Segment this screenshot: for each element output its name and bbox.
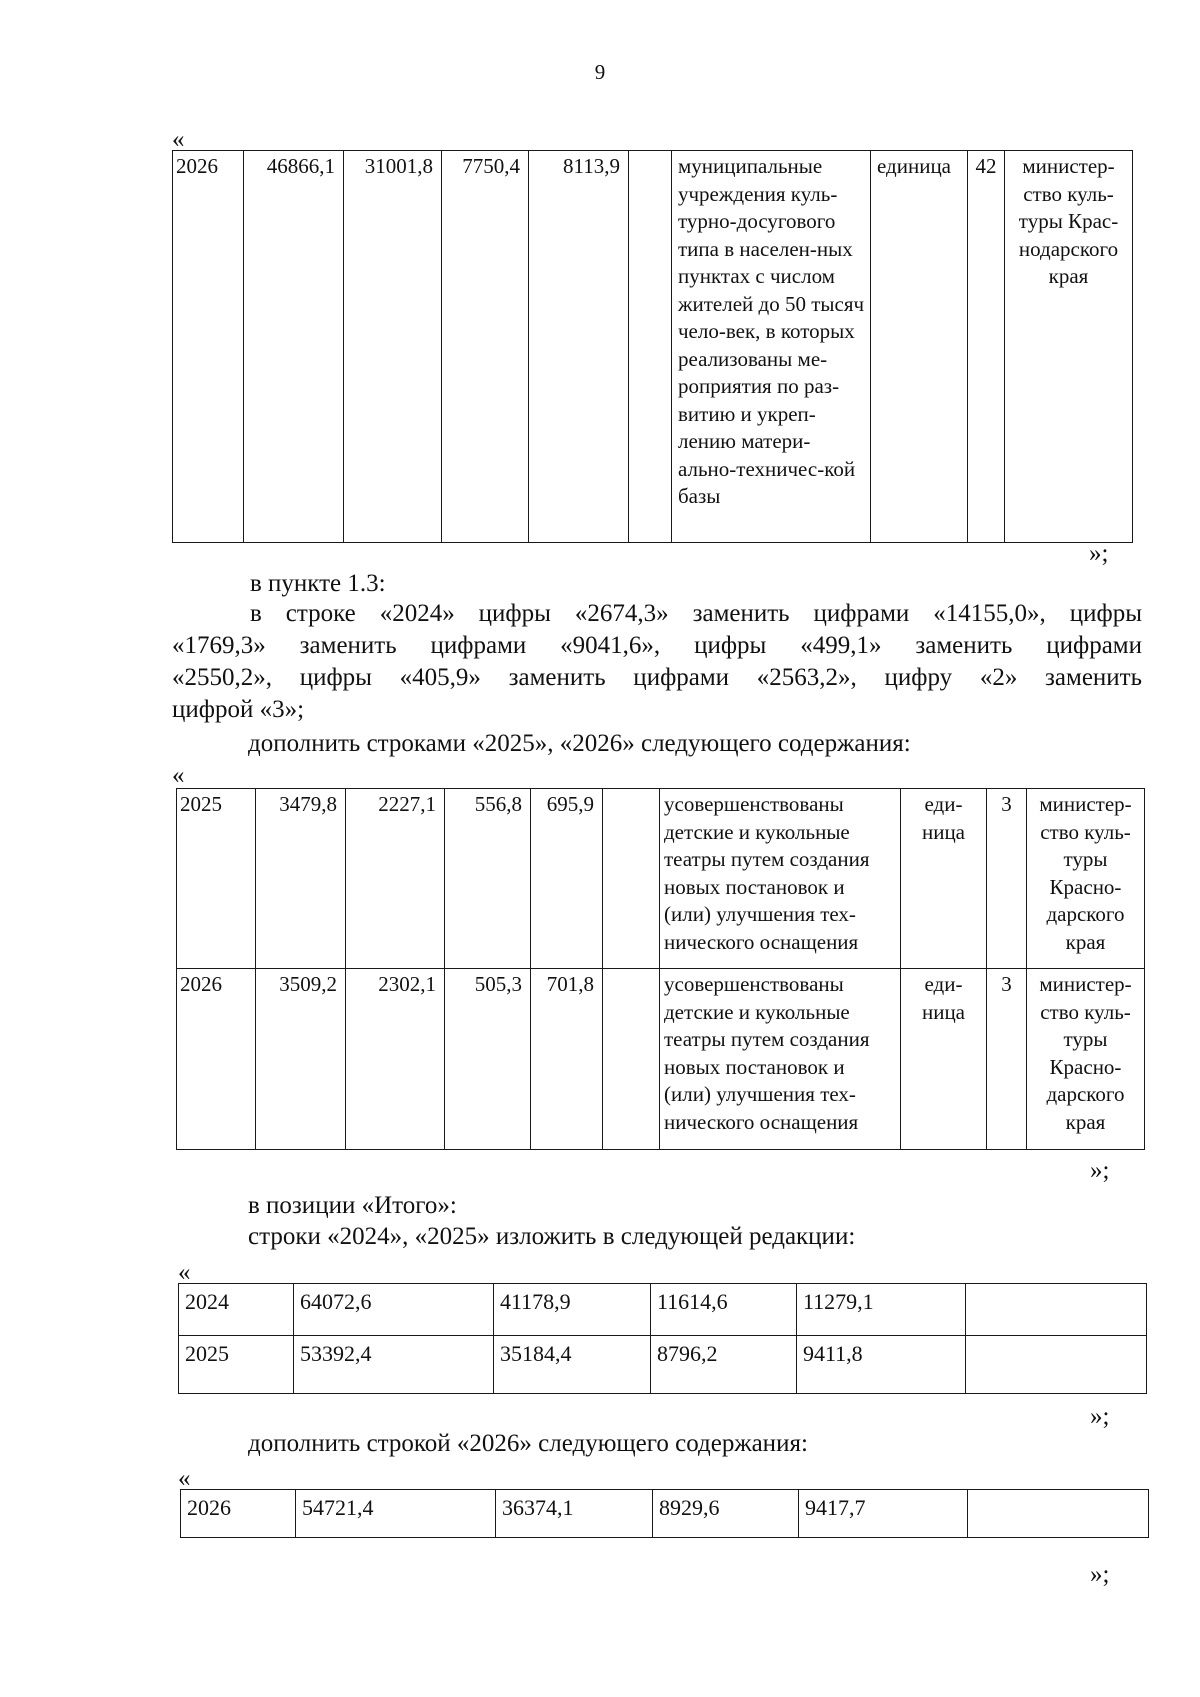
regional-budget-cell: 35184,4 xyxy=(494,1336,651,1394)
responsible-cell: министер-ство куль-туры Красно-дарского края xyxy=(1027,969,1145,1150)
total-cell: 53392,4 xyxy=(294,1336,494,1394)
opening-quote: « xyxy=(172,126,185,153)
regional-budget-cell: 2302,1 xyxy=(346,969,445,1150)
year-cell: 2026 xyxy=(181,1490,296,1538)
table-row xyxy=(181,1490,1149,1538)
responsible-cell: министер-ство куль-туры Крас-нодарского края xyxy=(1005,151,1133,543)
unit-cell: единица xyxy=(871,151,968,543)
total-cell: 46866,1 xyxy=(244,151,344,543)
paragraph-itogo: в позиции «Итого»: xyxy=(248,1192,457,1219)
paragraph-line: в строке «2024» цифры «2674,3» заменить цифрами «14155,0», цифры xyxy=(250,600,1142,627)
value-cell: 42 xyxy=(968,151,1005,543)
other-cell xyxy=(968,1490,1149,1538)
indicator-cell: усовершенствованы детские и кукольные театры путем создания новых постановок и (или) улучшения тех-нического оснащения xyxy=(660,789,901,969)
paragraph-line: «1769,3» заменить цифрами «9041,6», цифры «499,1» заменить цифрами xyxy=(172,632,1142,659)
total-cell: 3479,8 xyxy=(256,789,346,969)
other-cell xyxy=(629,151,672,543)
page-number: 9 xyxy=(594,60,606,84)
value-cell: 3 xyxy=(987,789,1027,969)
unit-cell: еди-ница xyxy=(901,969,987,1150)
paragraph-line: дополнить строкой «2026» следующего содержания: xyxy=(248,1430,808,1457)
table-row xyxy=(179,1336,1147,1394)
closing-quote: »; xyxy=(1090,1403,1110,1430)
federal-budget-cell: 11614,6 xyxy=(651,1284,797,1336)
paragraph-line: цифрой «3»; xyxy=(172,696,305,723)
federal-budget-cell: 8796,2 xyxy=(651,1336,797,1394)
federal-budget-cell: 556,8 xyxy=(445,789,531,969)
local-budget-cell: 9417,7 xyxy=(799,1490,968,1538)
local-budget-cell: 701,8 xyxy=(531,969,603,1150)
local-budget-cell: 11279,1 xyxy=(797,1284,966,1336)
other-cell xyxy=(966,1284,1147,1336)
federal-budget-cell: 8929,6 xyxy=(653,1490,799,1538)
regional-budget-cell: 31001,8 xyxy=(344,151,442,543)
table-rows-2025-2026 xyxy=(176,788,1145,1150)
indicator-cell: муниципальные учреждения куль-турно-досугового типа в населен-ных пунктах с числом жителей до 50 тысяч чело-век, в которых реализованы ме-роприятия по раз-витию и укреп-лению матери-ально-техничес-кой базы xyxy=(672,151,871,543)
closing-quote: »; xyxy=(1090,1157,1110,1184)
local-budget-cell: 9411,8 xyxy=(797,1336,966,1394)
total-cell: 64072,6 xyxy=(294,1284,494,1336)
paragraph-line: «2550,2», цифры «405,9» заменить цифрами «2563,2», цифру «2» заменить xyxy=(172,664,1142,691)
totals-table-2026 xyxy=(180,1489,1149,1538)
indicator-cell: усовершенствованы детские и кукольные театры путем создания новых постановок и (или) улучшения тех-нического оснащения xyxy=(660,969,901,1150)
federal-budget-cell: 505,3 xyxy=(445,969,531,1150)
unit-cell: еди-ница xyxy=(901,789,987,969)
paragraph-point-1-3: в пункте 1.3: xyxy=(250,570,386,597)
other-cell xyxy=(603,969,660,1150)
table-row xyxy=(173,151,1133,543)
opening-quote: « xyxy=(178,1259,191,1286)
year-cell: 2024 xyxy=(179,1284,294,1336)
table-row xyxy=(177,789,1145,969)
table-row xyxy=(179,1284,1147,1336)
regional-budget-cell: 41178,9 xyxy=(494,1284,651,1336)
paragraph-line: дополнить строками «2025», «2026» следующего содержания: xyxy=(248,730,911,757)
responsible-cell: министер-ство куль-туры Красно-дарского края xyxy=(1027,789,1145,969)
total-cell: 54721,4 xyxy=(296,1490,496,1538)
year-cell: 2026 xyxy=(173,151,244,543)
federal-budget-cell: 7750,4 xyxy=(442,151,529,543)
total-cell: 3509,2 xyxy=(256,969,346,1150)
closing-quote: »; xyxy=(1090,1561,1110,1588)
other-cell xyxy=(603,789,660,969)
year-cell: 2025 xyxy=(179,1336,294,1394)
regional-budget-cell: 2227,1 xyxy=(346,789,445,969)
local-budget-cell: 695,9 xyxy=(531,789,603,969)
year-cell: 2026 xyxy=(177,969,256,1150)
totals-table-2024-2025 xyxy=(178,1283,1147,1394)
table-row xyxy=(177,969,1145,1150)
opening-quote: « xyxy=(172,762,185,789)
local-budget-cell: 8113,9 xyxy=(529,151,629,543)
regional-budget-cell: 36374,1 xyxy=(496,1490,653,1538)
closing-quote: »; xyxy=(1089,540,1109,567)
other-cell xyxy=(966,1336,1147,1394)
table-row-2026-block xyxy=(172,150,1133,543)
opening-quote: « xyxy=(178,1465,191,1492)
value-cell: 3 xyxy=(987,969,1027,1150)
year-cell: 2025 xyxy=(177,789,256,969)
paragraph-line: строки «2024», «2025» изложить в следующей редакции: xyxy=(248,1223,856,1250)
